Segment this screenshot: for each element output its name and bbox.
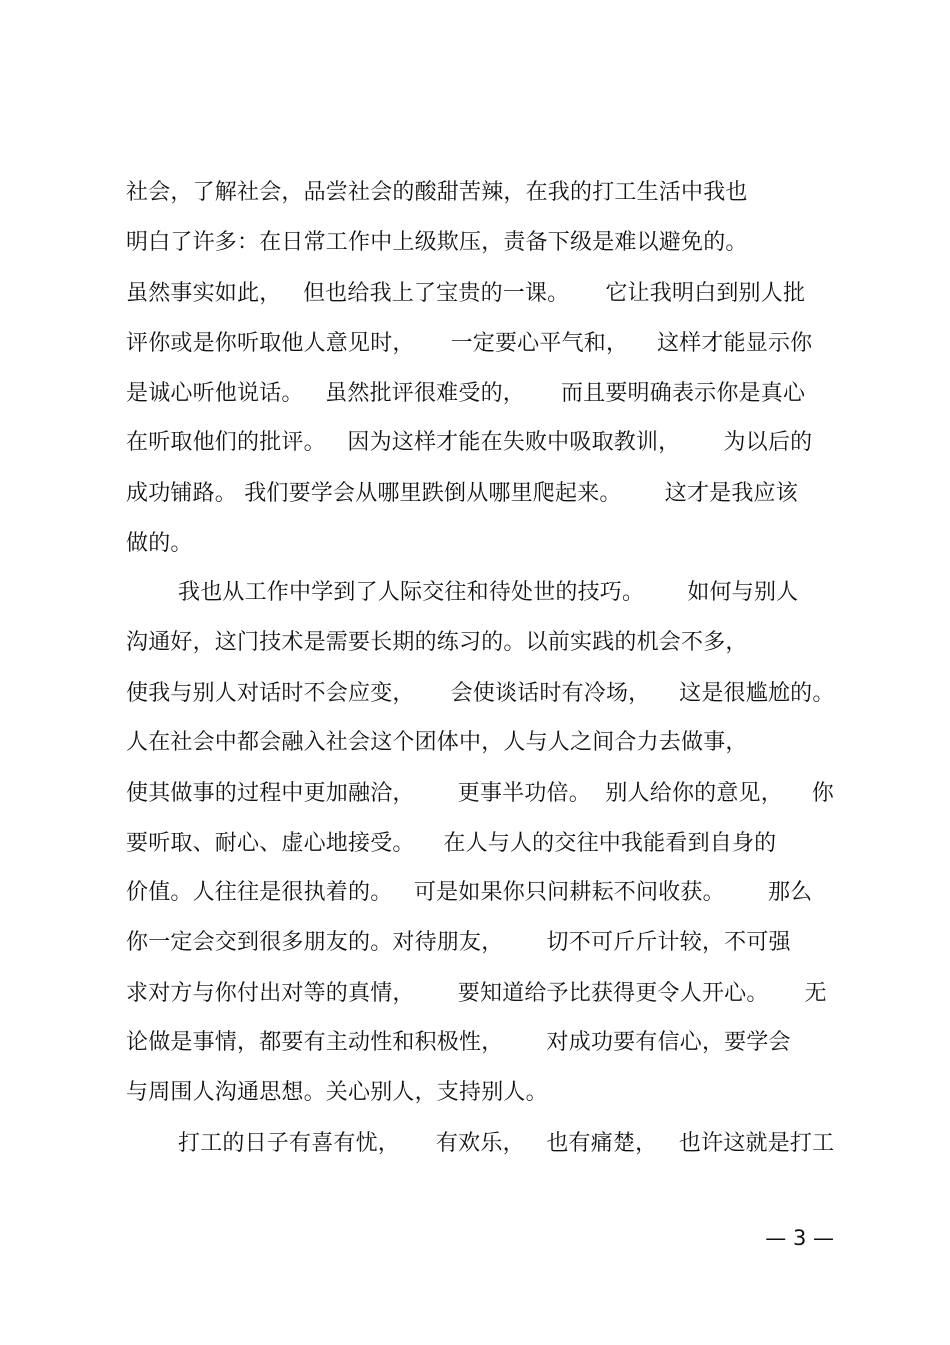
text-line: 求对方与你付出对等的真情， 要知道给予比获得更令人开心。 无 [126,981,827,1006]
text-line: 明白了许多：在日常工作中上级欺压，责备下级是难以避免的。 [126,230,748,255]
text-line: 你一定会交到很多朋友的。对待朋友， 切不可斤斤计较，不可强 [126,930,791,955]
text-line: 在听取他们的批评。 因为这样才能在失败中吸取教训， 为以后的 [126,430,813,455]
text-line: 论做是事情，都要有主动性和积极性， 对成功要有信心，要学会 [126,1030,791,1055]
text-line: 是诚心听他说话。 虽然批评很难受的， 而且要明确表示你是真心 [126,381,806,406]
paragraph-start-line: 打工的日子有喜有忧， 有欢乐， 也有痛楚， 也许这就是打工 [178,1131,835,1156]
text-line: 虽然事实如此， 但也给我上了宝贵的一课。 它让我明白到别人批 [126,281,806,306]
text-line: 评你或是你听取他人意见时， 一定要心平气和， 这样才能显示你 [126,331,813,356]
text-line: 社会，了解社会，品尝社会的酸甜苦辣，在我的打工生活中我也 [126,180,748,205]
text-line: 使我与别人对话时不会应变， 会使谈话时有冷场， 这是很尴尬的。 [126,681,835,706]
text-line: 要听取、耐心、虚心地接受。 在人与人的交往中我能看到自身的 [126,831,777,856]
page-number: — 3 — [765,1226,834,1250]
text-line: 价值。人往往是很执着的。 可是如果你只问耕耘不问收获。 那么 [126,880,813,905]
text-line: 做的。 [126,531,193,556]
text-line: 人在社会中都会融入社会这个团体中，人与人之间合力去做事， [126,730,748,755]
text-line: 成功铺路。 我们要学会从哪里跌倒从哪里爬起来。 这才是我应该 [126,481,798,506]
text-line: 与周围人沟通思想。关心别人，支持别人。 [126,1080,548,1105]
text-line: 使其做事的过程中更加融洽， 更事半功倍。 别人给你的意见， 你 [126,781,834,806]
text-line: 沟通好，这门技术是需要长期的练习的。以前实践的机会不多， [126,630,748,655]
paragraph-start-line: 我也从工作中学到了人际交往和待处世的技巧。 如何与别人 [178,580,799,605]
